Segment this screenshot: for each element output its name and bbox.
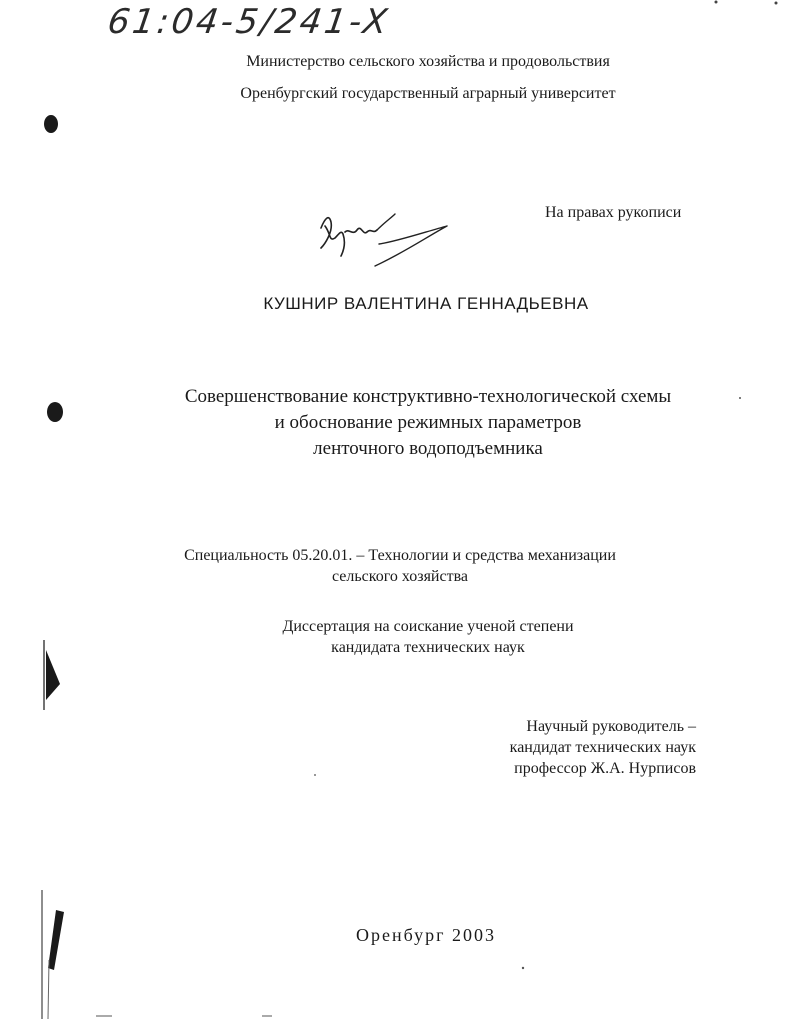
dissertation-title [0, 384, 791, 462]
speck [314, 774, 316, 776]
specialty [0, 545, 791, 587]
degree-statement [0, 616, 791, 658]
university-name: Оренбургский государственный аграрный университет [240, 85, 616, 102]
degree-line: кандидата технических наук [331, 639, 525, 656]
supervisor-line: Научный руководитель – [526, 718, 696, 735]
title-line: и обоснование режимных параметров [274, 412, 582, 433]
specialty-line: Специальность 05.20.01. – Технологии и средства механизации [184, 547, 616, 564]
supervisor-block [510, 716, 696, 779]
city-year: Оренбург 2003 [356, 925, 496, 945]
catalog-number: 61:04-5/241-X [105, 2, 393, 42]
supervisor-line: профессор Ж.А. Нурписов [514, 760, 696, 777]
degree-line: Диссертация на соискание ученой степени [282, 618, 574, 635]
supervisor-line: кандидат технических наук [509, 739, 696, 756]
edge-line [48, 960, 49, 1019]
speck [775, 2, 778, 5]
punch-hole-mark [44, 115, 58, 133]
specialty-line: сельского хозяйства [331, 568, 469, 585]
speck [715, 1, 718, 4]
title-line: ленточного водоподъемника [313, 438, 543, 459]
manuscript-rights-note: На правах рукописи [545, 204, 682, 221]
author-name: КУШНИР ВАЛЕНТИНА ГЕННАДЬЕВНА [263, 294, 589, 313]
signature [315, 208, 455, 272]
title-line: Совершенствование конструктивно-технологической схемы [184, 386, 672, 407]
speck [522, 967, 524, 969]
ministry-name: Министерство сельского хозяйства и продовольствия [246, 53, 610, 70]
